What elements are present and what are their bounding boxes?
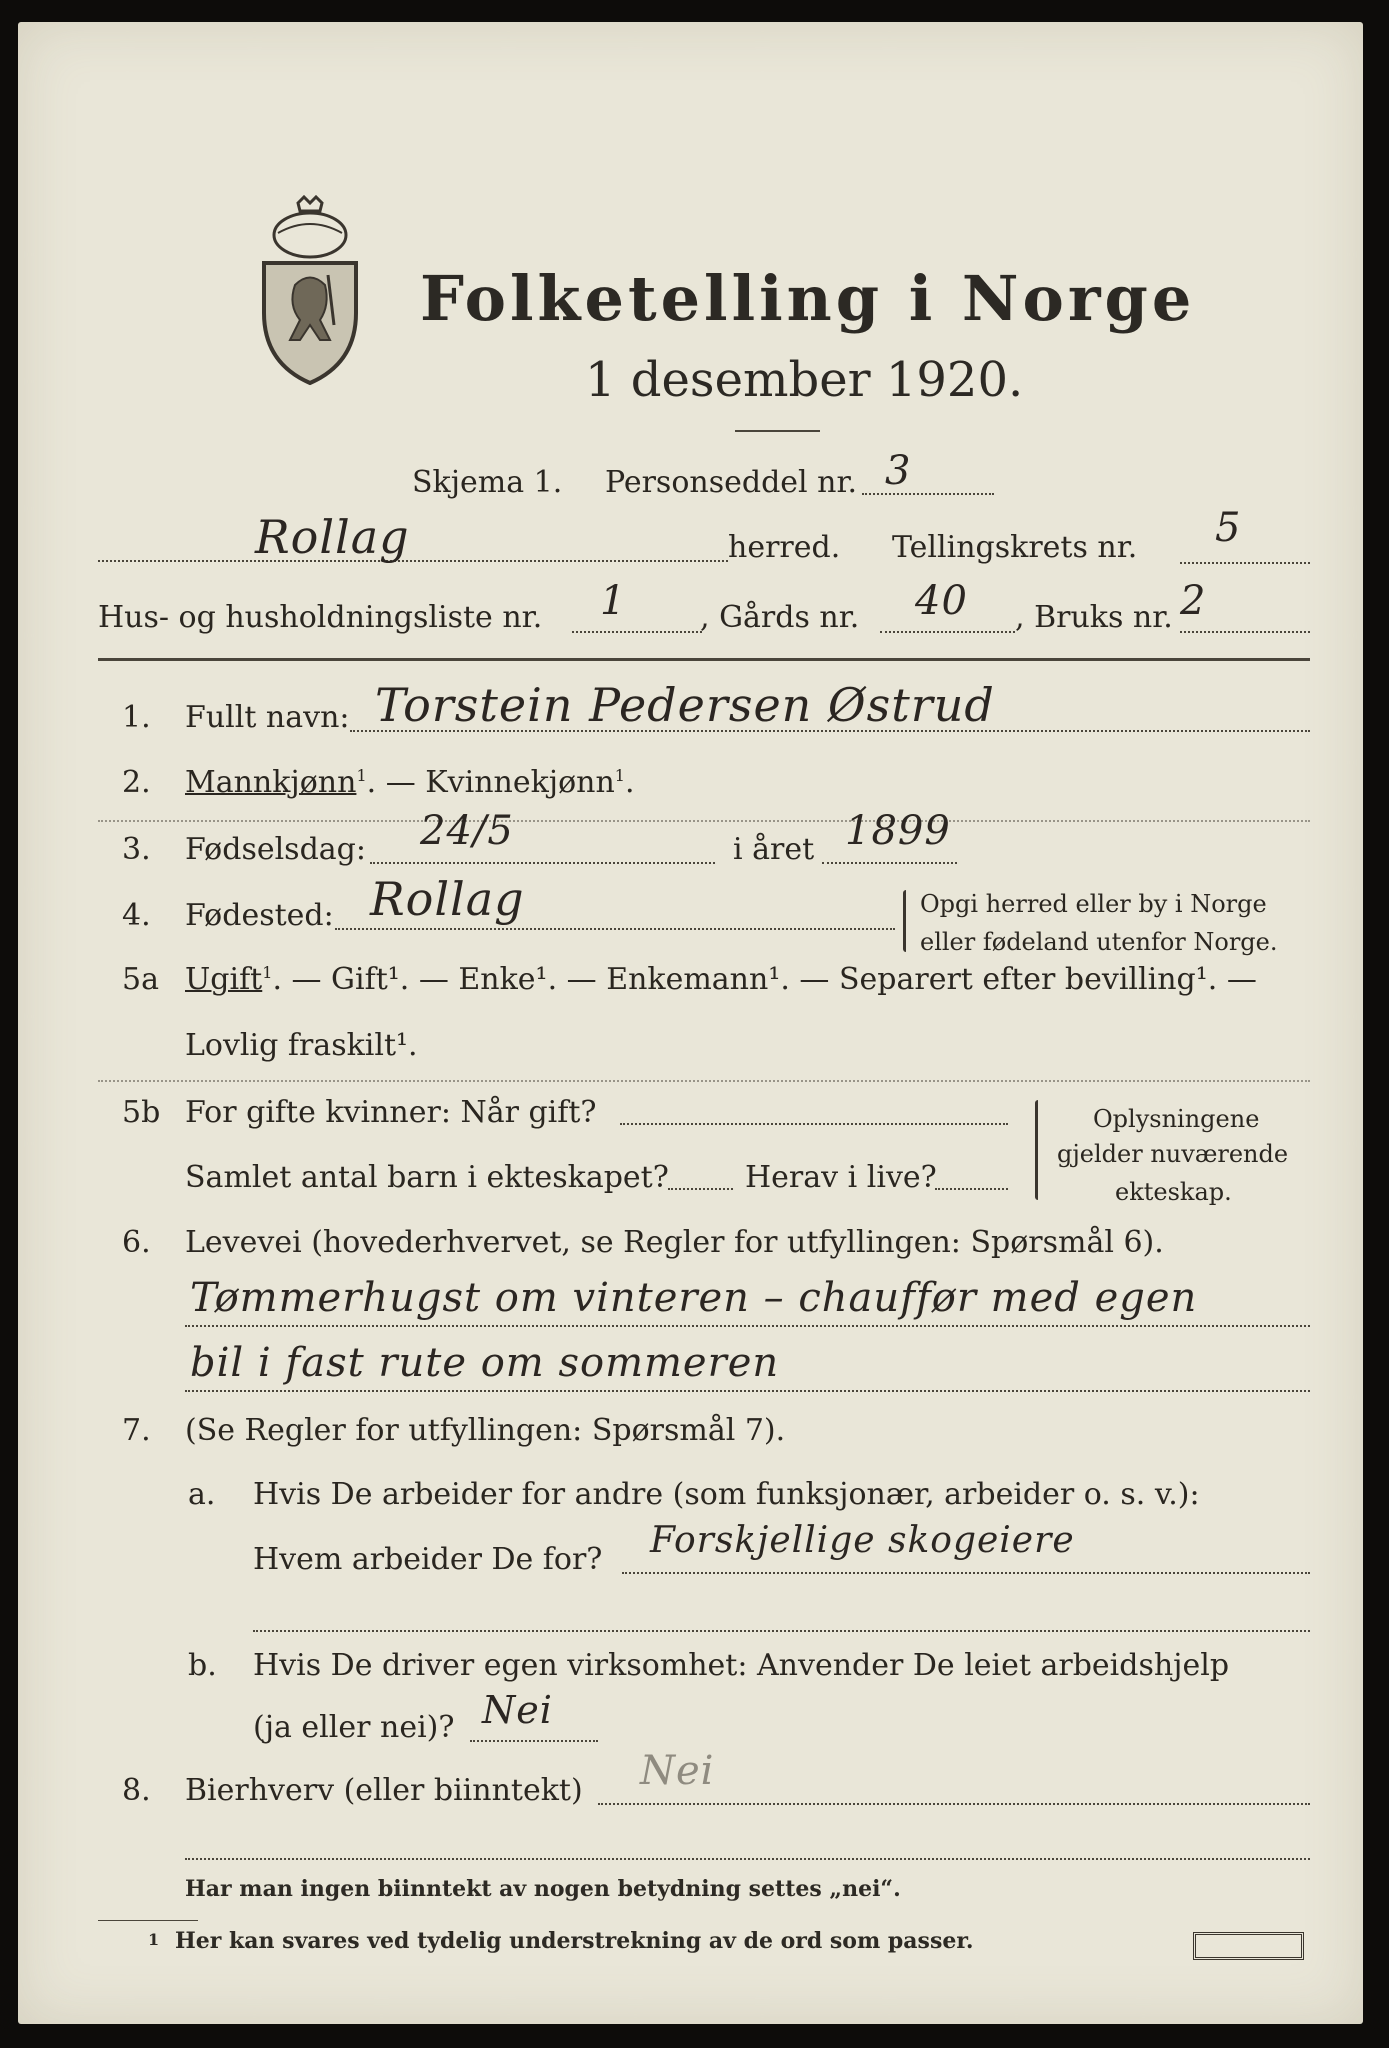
header-divider <box>98 658 1310 661</box>
q7a-label-line1: Hvis De arbeider for andre (som funksjonær, arbeider o. s. v.): <box>253 1477 1200 1512</box>
q4-birthplace-value: Rollag <box>370 872 525 926</box>
q4-label: Fødested: <box>185 898 334 933</box>
q8-label: Bierhverv (eller biinntekt) <box>185 1773 583 1808</box>
q6-occupation-value-line1: Tømmerhugst om vinteren – chauffør med egen <box>190 1275 1198 1321</box>
q1-label: Fullt navn: <box>185 700 350 735</box>
q5b-label-children: Samlet antal barn i ekteskapet? <box>185 1160 669 1195</box>
q5b-label-when-married: For gifte kvinner: Når gift? <box>185 1095 597 1130</box>
personseddel-label: Personseddel nr. <box>605 465 858 500</box>
q4-note-line2: eller fødeland utenfor Norge. <box>920 928 1278 956</box>
q2-male-option-selected: Mannkjønn <box>185 765 357 800</box>
herred-label: herred. <box>728 530 841 565</box>
q7b-label-line2: (ja eller nei)? <box>253 1710 455 1745</box>
title-divider <box>735 430 820 432</box>
footnote-mark: 1 <box>148 1930 160 1949</box>
q5b-note-line1: Oplysningene <box>1093 1105 1260 1133</box>
norwegian-coat-of-arms-icon <box>250 195 370 390</box>
q7b-value: Nei <box>482 1688 553 1732</box>
gards-label: , Gårds nr. <box>700 600 860 635</box>
q1-number: 1. <box>122 700 151 735</box>
q2-number: 2. <box>122 765 151 800</box>
husholdning-label: Hus- og husholdningsliste nr. <box>98 600 543 635</box>
tellingskrets-label: Tellingskrets nr. <box>892 530 1138 565</box>
footnote-text: Her kan svares ved tydelig understrekning av de ord som passer. <box>175 1928 974 1954</box>
q3-year-label: i året <box>733 832 815 867</box>
q7-number: 7. <box>122 1413 151 1448</box>
q5b-note-line3: ekteskap. <box>1115 1178 1232 1206</box>
q2-sex-options: Mannkjønn$^1$. — Kvinnekjønn$^1$. <box>185 765 635 800</box>
schema-label: Skjema 1. <box>412 465 563 500</box>
q5b-note-line2: gjelder nuværende <box>1057 1140 1289 1168</box>
q8-number: 8. <box>122 1773 151 1808</box>
herred-value: Rollag <box>255 510 410 564</box>
census-date: 1 desember 1920. <box>585 352 1024 408</box>
footnote-divider <box>98 1920 198 1921</box>
nei-note: Har man ingen biinntekt av nogen betydning settes „nei“. <box>185 1876 901 1902</box>
q3-year-value: 1899 <box>845 808 951 854</box>
q4-number: 4. <box>122 898 151 933</box>
printer-stamp-icon <box>1193 1932 1304 1960</box>
q3-label: Fødselsdag: <box>185 832 366 867</box>
gards-value: 40 <box>915 578 968 624</box>
q5b-number: 5b <box>122 1095 161 1130</box>
q8-value: Nei <box>640 1748 715 1794</box>
q5a-line2: Lovlig fraskilt¹. <box>185 1028 418 1063</box>
bruks-value: 2 <box>1180 578 1207 624</box>
q4-note-line1: Opgi herred eller by i Norge <box>920 890 1267 918</box>
q7a-number: a. <box>188 1477 216 1512</box>
q7a-label-line2: Hvem arbeider De for? <box>253 1542 603 1577</box>
q6-occupation-value-line2: bil i fast rute om sommeren <box>190 1340 780 1386</box>
q3-birthday-value: 24/5 <box>420 808 514 854</box>
q7-label: (Se Regler for utfyllingen: Spørsmål 7). <box>185 1413 786 1448</box>
q7b-label-line1: Hvis De driver egen virksomhet: Anvender De leiet arbeidshjelp <box>253 1648 1230 1683</box>
q5b-label-alive: Herav i live? <box>745 1160 937 1195</box>
q5a-number: 5a <box>122 962 159 997</box>
q2-female-option: Kvinnekjønn <box>425 765 615 800</box>
q7b-number: b. <box>188 1648 217 1683</box>
q1-full-name-value: Torstein Pedersen Østrud <box>375 678 995 732</box>
q5a-ugift-option-selected: Ugift <box>185 962 263 997</box>
form-title: Folketelling i Norge <box>420 262 1196 335</box>
q7a-employer-value: Forskjellige skogeiere <box>650 1520 1075 1561</box>
q5a-marital-options: Ugift$^1$. — Gift¹. — Enke¹. — Enkemann¹. — Separert efter bevilling¹. — <box>185 962 1257 997</box>
q3-number: 3. <box>122 832 151 867</box>
personseddel-value: 3 <box>885 448 912 494</box>
q6-number: 6. <box>122 1225 151 1260</box>
bruks-label: , Bruks nr. <box>1015 600 1173 635</box>
tellingskrets-value: 5 <box>1215 505 1242 551</box>
q6-label: Levevei (hovederhvervet, se Regler for utfyllingen: Spørsmål 6). <box>185 1225 1164 1260</box>
husholdning-value: 1 <box>600 578 627 624</box>
